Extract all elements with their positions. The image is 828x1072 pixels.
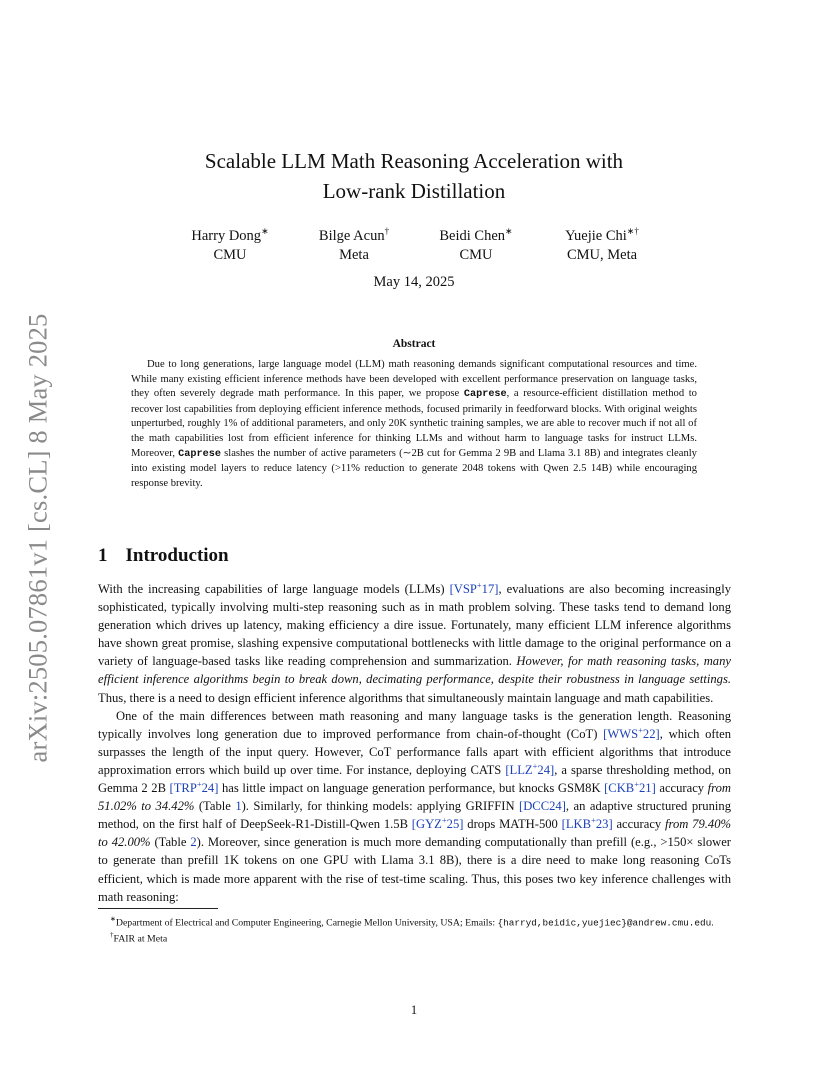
text-run: , an adaptive structured pruning method, on the first half of DeepSeek-R1-Distill-Qwen 1.5B <box>98 799 731 832</box>
arxiv-identifier: arXiv:2505.07861v1 [cs.CL] 8 May 2025 <box>22 313 53 763</box>
title-line-2: Low-rank Distillation <box>322 179 506 203</box>
author-2 <box>294 222 414 265</box>
text-run: ). Moreover, since generation is much more demanding computationally than prefill (e.g., >150× slower to generate than prefill 1K tokens on one GPU with Llama 3.1 8B), there is a dire need to make long reasoning CoTs efficient, which is made more apparent with the rise of test-time scaling. Thus, this poses two key inference challenges with math reasoning: <box>98 835 731 904</box>
text-run: , a sparse thresholding method, on Gemma 2 2B <box>98 762 731 796</box>
abstract-text <box>131 358 697 491</box>
author-affiliation: CMU <box>459 246 493 263</box>
text-run: accuracy <box>655 781 708 796</box>
paper-title <box>100 146 728 206</box>
body-text <box>98 580 731 906</box>
author-1 <box>170 222 290 265</box>
abstract-part: Due to long generations, large language model (LLM) math reasoning demands significant computational resources and time. While many existing efficient inference methods have been developed with excellent performance preservation on language tasks, they often severely degrade math performance. In this paper, we propose <box>131 359 697 400</box>
paragraph-1 <box>98 580 731 707</box>
text-run: With the increasing capabilities of large language models (LLMs) <box>98 582 450 596</box>
paper-date: May 14, 2025 <box>373 274 455 290</box>
author-affiliation: Meta <box>339 246 369 263</box>
emphasis-text: However, for math reasoning tasks, many efficient inference algorithms begin to break down, decimating performance, despite their robustness in language settings. <box>98 654 731 687</box>
footnote-1: ∗Department of Electrical and Computer Engineering, Carnegie Mellon University, USA; Emails: {harryd,beidic,yuejiec}@andrew.cmu.edu. <box>110 915 714 929</box>
author-emails: {harryd,beidic,yuejiec}@andrew.cmu.edu <box>497 917 712 929</box>
text-run: accuracy <box>612 817 666 832</box>
citation-link[interactable]: [GYZ+25] <box>411 815 464 832</box>
method-name: Caprese <box>463 389 507 401</box>
citation-link[interactable]: [CKB+21] <box>604 778 656 796</box>
text-run: has little impact on language generation performance, but knocks GSM8K <box>218 781 605 796</box>
section-title: Introduction <box>125 545 229 566</box>
citation-link[interactable]: [TRP+24] <box>169 778 219 796</box>
text-run: Thus, there is a need to design efficient inference algorithms that simultaneously maintain language and math capabilities. <box>98 690 714 705</box>
abstract-part: , a resource-efficient distillation method to recover lost capabilities from deploying efficient inference methods, focused primarily in feedforward blocks. With original weights unperturbed, roughly 1% of additional parameters, and only 20K synthetic training samples, we are able to recover much if not all of the math capabilities lost from efficient inference for thinking LLMs and without harm to language tasks for instruct LLMs. Moreover, <box>131 388 697 459</box>
citation-link[interactable]: [WWS+22] <box>603 724 660 741</box>
text-run: , which often surpasses the length of the input query. However, CoT performance falls apart with efficient algorithms that introduce approximation errors which build up over time. For instance, deploying CATS <box>98 726 731 777</box>
emphasis-text: from 51.02% to 34.42% <box>98 781 731 814</box>
footnote-2: †FAIR at Meta <box>110 931 168 945</box>
table-link[interactable]: 2 <box>190 835 197 850</box>
footnotes <box>98 913 731 946</box>
author-name: Bilge Acun <box>318 227 385 244</box>
author-mark: ∗ <box>261 226 269 236</box>
section-heading <box>98 545 229 567</box>
author-3 <box>416 222 536 265</box>
author-name: Harry Dong <box>191 227 262 244</box>
author-name: Beidi Chen <box>439 227 506 244</box>
author-mark: † <box>384 226 390 236</box>
citation-link[interactable]: [LKB+23] <box>561 815 613 832</box>
citation-link[interactable]: [DCC24] <box>519 799 566 814</box>
author-mark: ∗† <box>626 226 639 236</box>
author-affiliation: CMU <box>213 246 247 263</box>
title-line-1: Scalable LLM Math Reasoning Acceleration with <box>204 149 624 173</box>
text-run: drops MATH-500 <box>463 817 562 832</box>
table-link[interactable]: 1 <box>235 799 242 814</box>
abstract-heading: Abstract <box>392 338 436 350</box>
paragraph-2 <box>98 707 731 906</box>
method-name: Caprese <box>178 448 221 460</box>
author-affiliation: CMU, Meta <box>566 246 638 263</box>
footnote-divider <box>98 908 218 909</box>
page-number: 1 <box>410 1003 418 1017</box>
text-run: (Table <box>194 799 236 814</box>
citation-link[interactable]: [VSP+17] <box>449 579 499 596</box>
author-block <box>0 222 828 262</box>
text-run: ). Similarly, for thinking models: applying GRIFFIN <box>241 799 520 814</box>
author-name: Yuejie Chi <box>565 227 627 244</box>
text-run: , evaluations are also becoming increasingly sophisticated, typically involving multi-step reasoning such as in math problem solving. These tasks tend to demand long generation which drives up latency, making efficiency a dire issue. Fortunately, many efficient LLM inference algorithms have shown great promise, slashing expensive computational bottlenecks with little damage to the original performance on a variety of language-based tasks like reading comprehension and summarization. <box>98 582 731 669</box>
section-number: 1 <box>98 545 108 566</box>
author-mark: ∗ <box>505 226 513 236</box>
abstract-part: slashes the number of active parameters (∼2B cut for Gemma 2 9B and Llama 3.1 8B) and integrates cleanly into existing model layers to reduce latency (>11% reduction to generate 2048 tokens with Qwen 2.5 14B) while encouraging response brevity. <box>131 447 697 489</box>
emphasis-text: from 79.40% to 42.00% <box>98 817 731 850</box>
author-4 <box>540 222 664 265</box>
text-run: (Table <box>150 835 191 850</box>
citation-link[interactable]: [LLZ+24] <box>505 760 555 777</box>
text-run: One of the main differences between math reasoning and many language tasks is the generation length. Reasoning typically involves long generation due to improved performance from chain-of-thought (CoT) <box>98 708 731 741</box>
